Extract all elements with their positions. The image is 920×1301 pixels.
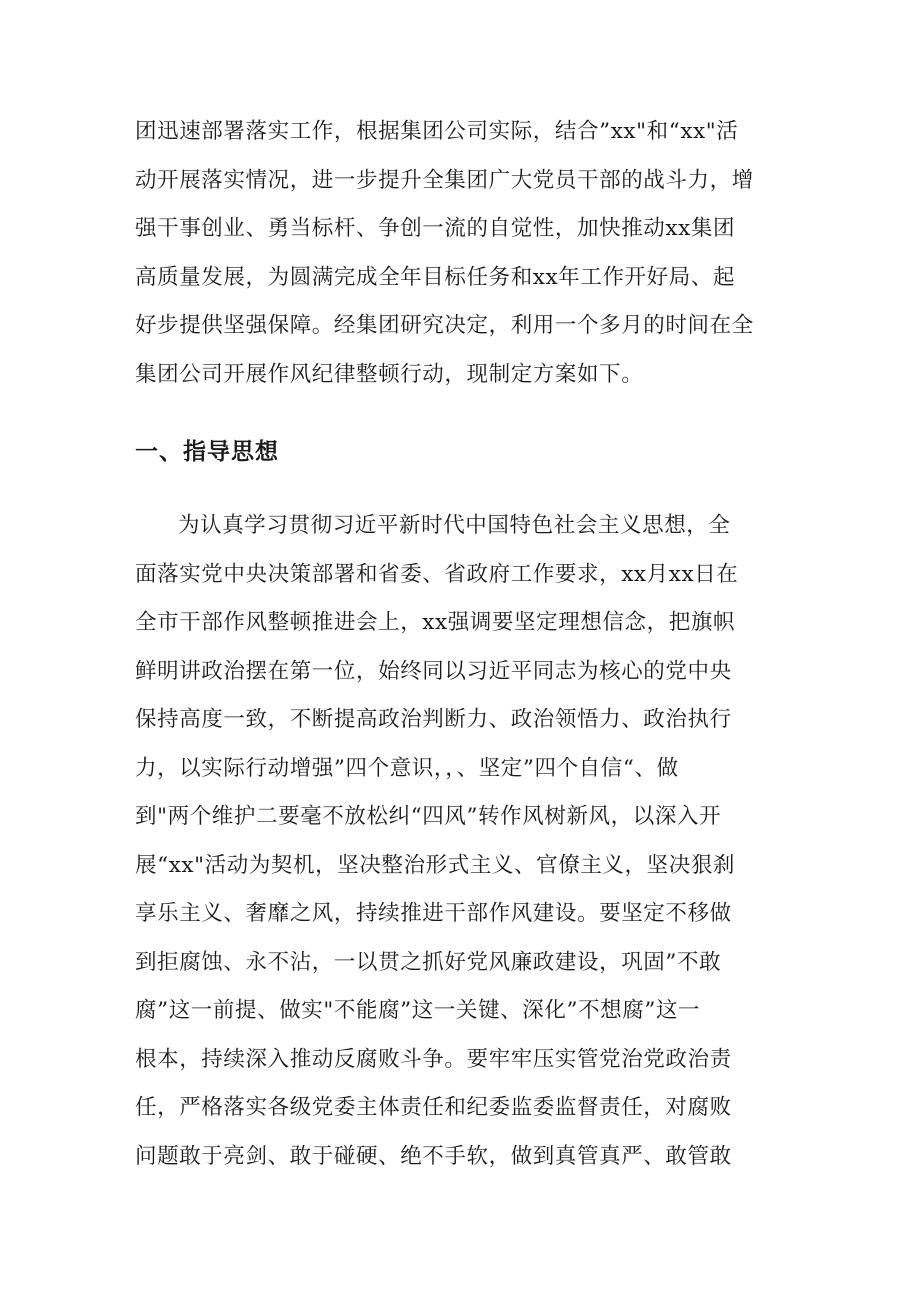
section-heading: 一、指导思想 [135, 439, 279, 465]
paragraph-line: 腐”这一前提、做实"不能腐”这一关键、深化”不想腐”这一 [135, 998, 701, 1023]
paragraph-line: 到"两个维护二要毫不放松纠“四风”转作风树新风，以深入开 [135, 804, 722, 829]
paragraph-line: 展“xx"活动为契机，坚决整治形式主义、官僚主义，坚决狠刹 [135, 852, 736, 878]
paragraph-line: 根本，持续深入推动反腐败斗争。要牢牢压实管党治党政治责 [135, 1046, 732, 1072]
paragraph-line: 全市干部作风整顿推进会上，xx强调要坚定理想信念，把旗帜 [135, 610, 736, 635]
guiding-thought-paragraph [135, 502, 785, 1181]
paragraph-line: 强干事创业、勇当标杆、争创一流的自觉性，加快推动xx集团 [135, 216, 736, 241]
paragraph-line: 动开展落实情况，进一步提升全集团广大党员干部的战斗力，增 [135, 167, 754, 193]
paragraph-line: 团迅速部署落实工作，根据集团公司实际，结合”xx"和“xx"活 [135, 119, 739, 144]
paragraph-line: 力，以实际行动增强”四个意识，，、坚定”四个自信“、做 [135, 755, 679, 781]
paragraph-line: 为认真学习贯彻习近平新时代中国特色社会主义思想，全 [178, 513, 731, 538]
paragraph-line: 高质量发展，为圆满完成全年目标任务和xx年工作开好局、起 [135, 264, 736, 290]
paragraph-line: 享乐主义、奢靡之风，持续推进干部作风建设。要坚定不移做 [135, 901, 732, 926]
paragraph-line: 到拒腐蚀、永不沾，一以贯之抓好党风廉政建设，巩固”不敢 [135, 949, 722, 975]
intro-paragraph [135, 108, 785, 399]
paragraph-line: 问题敢于亮剑、敢于碰硬、绝不手软，做到真管真严、敢管敢 [135, 1143, 732, 1169]
paragraph-line: 面落实党中央决策部署和省委、省政府工作要求，xx月xx日在 [135, 561, 739, 587]
paragraph-line: 任，严格落实各级党委主体责任和纪委监委监督责任，对腐败 [135, 1095, 732, 1120]
paragraph-line: 保持高度一致，不断提高政治判断力、政治领悟力、政治执行 [135, 707, 732, 732]
paragraph-line: 好步提供坚强保障。经集团研究决定，利用一个多月的时间在全 [135, 313, 754, 338]
paragraph-line: 集团公司开展作风纪律整顿行动，现制定方案如下。 [135, 361, 644, 387]
paragraph-line: 鲜明讲政治摆在第一位，始终同以习近平同志为核心的党中央 [135, 658, 732, 684]
